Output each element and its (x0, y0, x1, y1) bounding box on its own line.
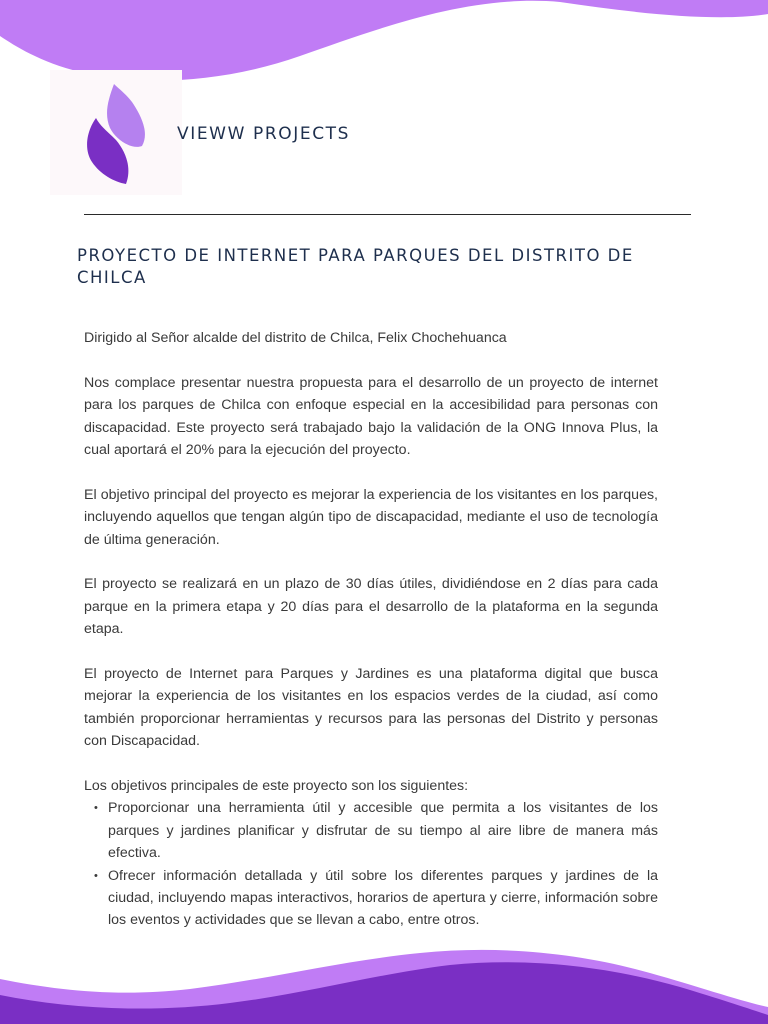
paragraph-intro: Nos complace presentar nuestra propuesta para el desarrollo de un proyecto de internet para los parques de Chilca con enfoque especial en la accesibilidad para personas con discapacidad. Este proyecto será trabajado bajo la validación de la ONG Innova Plus, la cual aportará el 20% para la ejecución del proyecto. (84, 374, 658, 459)
header-divider (84, 214, 691, 215)
addressee-line: Dirigido al Señor alcalde del distrito de Chilca, Felix Chochehuanca (84, 330, 507, 346)
brand-name: VIEWW PROJECTS (177, 124, 351, 144)
list-item: • Proporcionar una herramienta útil y accesible que permita a los visitantes de los parques y jardines planificar y disfrutar de su tiempo al aire libre de manera más efectiva. (108, 797, 658, 864)
list-item: • Ofrecer información detallada y útil sobre los diferentes parques y jardines de la ciudad, incluyendo mapas interactivos, horarios de apertura y cierre, información sobre los eventos y actividades que se llevan a cabo, entre otros. (108, 865, 658, 932)
bottom-wave-decoration (0, 939, 768, 1024)
logo (50, 70, 182, 195)
document-body (84, 327, 658, 932)
paragraph-objective: El objetivo principal del proyecto es mejorar la experiencia de los visitantes en los parques, incluyendo aquellos que tengan algún tipo de discapacidad, mediante el uso de tecnología de última generación. (84, 486, 658, 548)
paragraph-timeline: El proyecto se realizará en un plazo de 30 días útiles, dividiéndose en 2 días para cada parque en la primera etapa y 20 días para el desarrollo de la plataforma en la segunda etapa. (84, 576, 658, 638)
flame-logo-icon (50, 70, 182, 195)
objectives-intro: Los objetivos principales de este proyecto son los siguientes: (84, 778, 469, 795)
paragraph-platform: El proyecto de Internet para Parques y Jardines es una plataforma digital que busca mejorar la experiencia de los visitantes en los espacios verdes de la ciudad, así como también proporcionar herramientas y recursos para las personas del Distrito y personas con Discapacidad. (84, 666, 658, 750)
document-title: PROYECTO DE INTERNET PARA PARQUES DEL DISTRITO DE CHILCA (77, 246, 634, 287)
objectives-list (84, 797, 658, 931)
